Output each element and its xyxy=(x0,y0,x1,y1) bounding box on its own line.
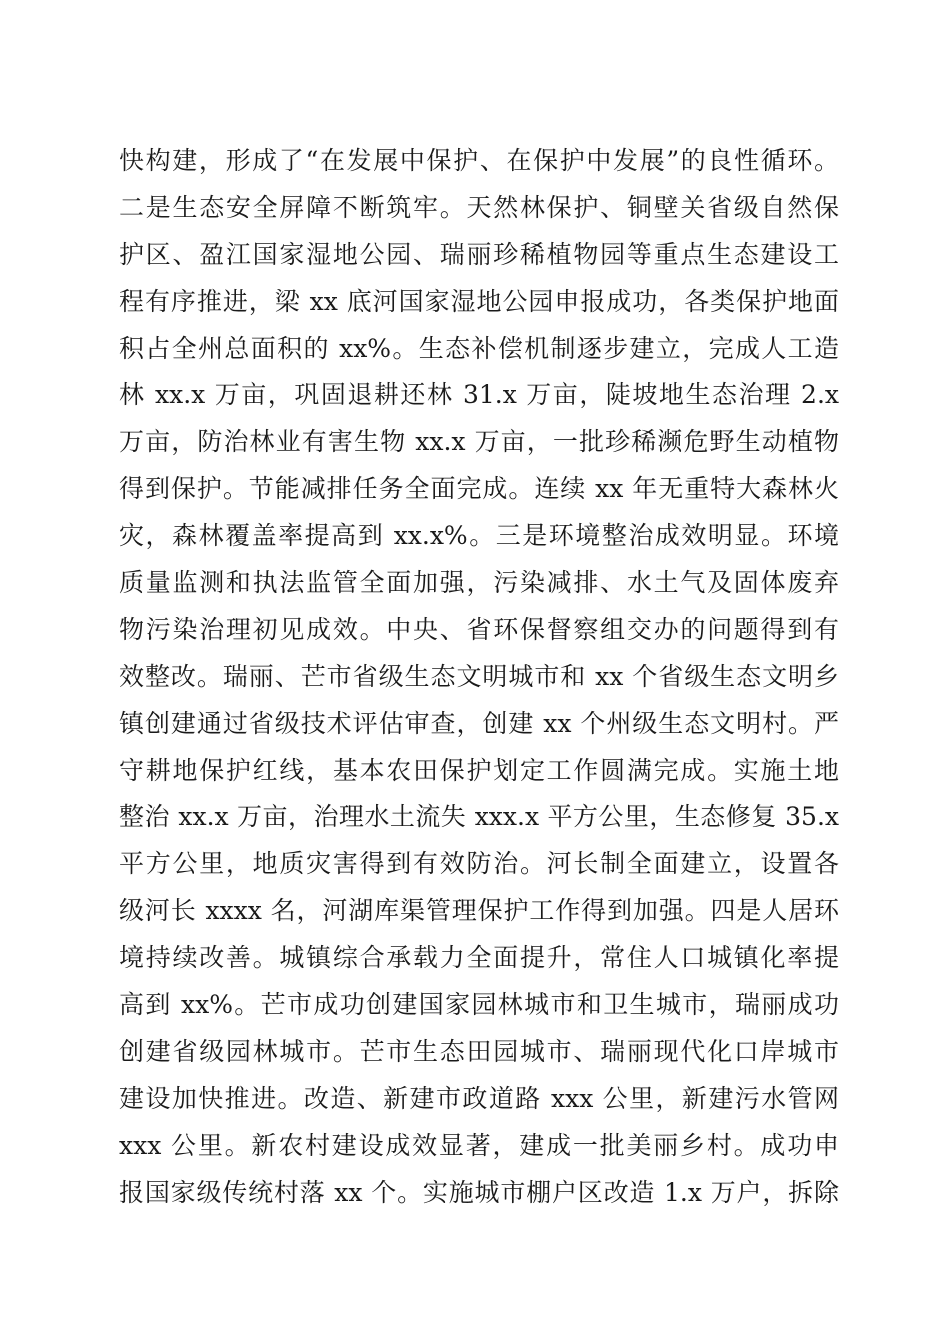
body-text xyxy=(119,138,839,1216)
text-line-1: 快构建，形成了“在发展中保护、在保护中发展”的良性循环。 xyxy=(119,146,839,175)
text-line-20: 创建省级园林城市。芒市生态田园城市、瑞丽现代化口岸城市 xyxy=(119,1036,839,1066)
text-line-16: 平方公里，地质灾害得到有效防治。河长制全面建立，设置各 xyxy=(119,849,839,879)
text-line-8: 得到保护。节能减排任务全面完成。连续 xx 年无重特大森林火 xyxy=(119,474,839,504)
text-line-5: 积占全州总面积的 xx%。生态补偿机制逐步建立，完成人工造 xyxy=(119,333,839,363)
text-line-6: 林 xx.x 万亩，巩固退耕还林 31.x 万亩，陡坡地生态治理 2.x xyxy=(119,380,839,410)
text-line-11: 物污染治理初见成效。中央、省环保督察组交办的问题得到有 xyxy=(119,614,839,644)
text-line-12: 效整改。瑞丽、芒市省级生态文明城市和 xx 个省级生态文明乡 xyxy=(119,661,839,691)
text-line-10: 质量监测和执法监管全面加强，污染减排、水土气及固体废弃 xyxy=(119,568,839,598)
text-line-4: 程有序推进，梁 xx 底河国家湿地公园申报成功，各类保护地面 xyxy=(119,286,839,316)
text-line-19: 高到 xx%。芒市成功创建国家园林城市和卫生城市，瑞丽成功 xyxy=(119,990,839,1020)
text-line-18: 境持续改善。城镇综合承载力全面提升，常住人口城镇化率提 xyxy=(119,943,839,973)
text-line-21: 建设加快推进。改造、新建市政道路 xxx 公里，新建污水管网 xyxy=(119,1083,839,1113)
text-line-14: 守耕地保护红线，基本农田保护划定工作圆满完成。实施土地 xyxy=(119,755,839,785)
text-line-13: 镇创建通过省级技术评估审查，创建 xx 个州级生态文明村。严 xyxy=(119,708,839,738)
text-line-17: 级河长 xxxx 名，河湖库渠管理保护工作得到加强。四是人居环 xyxy=(119,896,839,926)
text-line-22: xxx 公里。新农村建设成效显著，建成一批美丽乡村。成功申 xyxy=(119,1130,839,1160)
text-line-2: 二是生态安全屏障不断筑牢。天然林保护、铜壁关省级自然保 xyxy=(119,192,839,222)
text-line-9: 灾，森林覆盖率提高到 xx.x%。三是环境整治成效明显。环境 xyxy=(119,521,839,551)
text-line-23: 报国家级传统村落 xx 个。实施城市棚户区改造 1.x 万户，拆除 xyxy=(119,1177,839,1207)
text-line-15: 整治 xx.x 万亩，治理水土流失 xxx.x 平方公里，生态修复 35.x xyxy=(119,802,839,832)
text-line-7: 万亩，防治林业有害生物 xx.x 万亩，一批珍稀濒危野生动植物 xyxy=(119,427,839,457)
text-line-3: 护区、盈江国家湿地公园、瑞丽珍稀植物园等重点生态建设工 xyxy=(119,239,839,269)
